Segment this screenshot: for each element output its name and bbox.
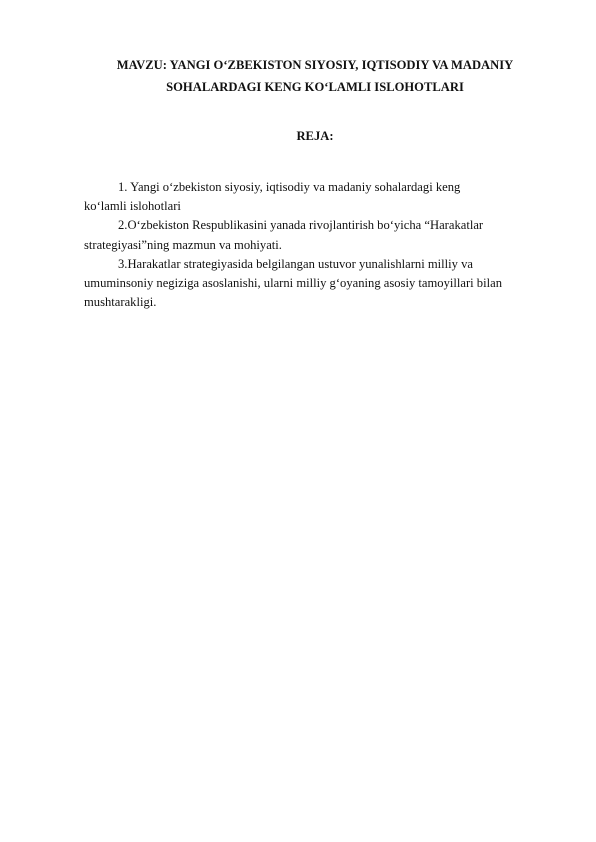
plan-heading: REJA: <box>296 129 334 143</box>
title-line-2: SOHALARDAGI KENG KO‘LAMLI ISLOHOTLARI <box>166 80 464 94</box>
plan-item-3-line-2: umuminsoniy negiziga asoslanishi, ularni milliy g‘oyaning asosiy tamoyillari bilan <box>84 276 502 291</box>
plan-item-1-line-2: ko‘lamli islohotlari <box>84 199 181 214</box>
plan-item-3-line-1: 3.Harakatlar strategiyasida belgilangan ustuvor yunalishlarni milliy va <box>118 256 473 271</box>
plan-item-2-line-2: strategiyasi”ning mazmun va mohiyati. <box>84 237 282 252</box>
title-line-1: MAVZU: YANGI O‘ZBEKISTON SIYOSIY, IQTISODIY VA MADANIY <box>116 58 514 72</box>
plan-item-2-line-1: 2.O‘zbekiston Respublikasini yanada rivojlantirish bo‘yicha “Harakatlar <box>118 218 484 233</box>
document-title <box>60 54 570 98</box>
plan-item-3-line-3: mushtarakligi. <box>84 295 157 310</box>
plan-list <box>84 178 564 312</box>
plan-item-1-line-1: 1. Yangi o‘zbekiston siyosiy, iqtisodiy va madaniy sohalardagi keng <box>118 180 461 194</box>
